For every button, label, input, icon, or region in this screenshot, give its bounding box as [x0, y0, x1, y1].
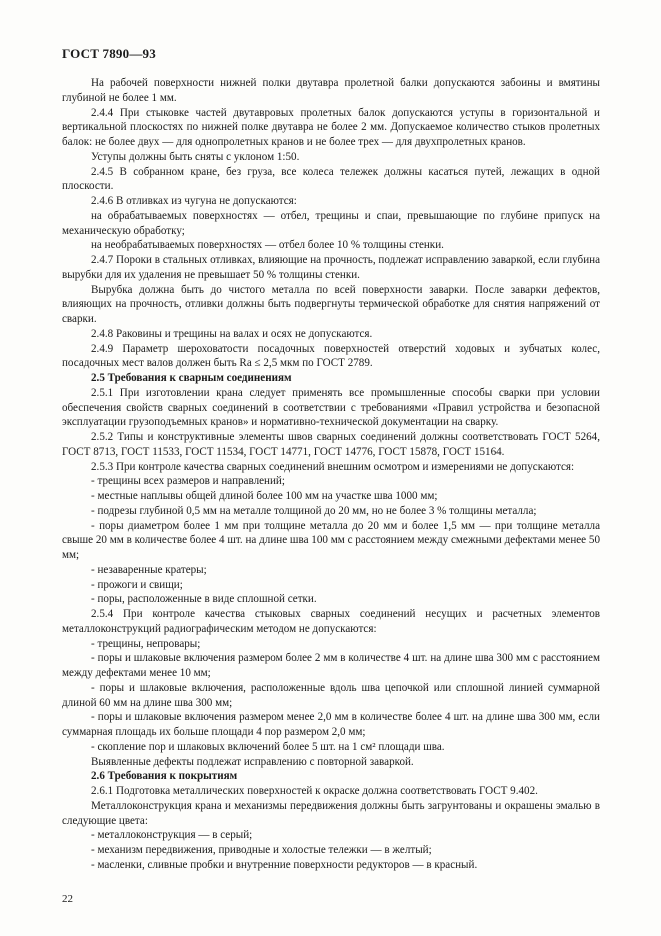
paragraph: 2.4.5 В собранном кране, без груза, все колеса тележек должны касаться путей, лежащих в одной плоскости.	[62, 165, 600, 193]
paragraph: 2.5.3 При контроле качества сварных соединений внешним осмотром и измерениями не допускаются:	[91, 460, 575, 473]
paragraph: - поры, расположенные в виде сплошной сетки.	[91, 593, 317, 606]
paragraph: Металлоконструкция крана и механизмы передвижения должны быть загрунтованы и окрашены эмалью в следующие цвета:	[62, 799, 600, 827]
document-body	[62, 76, 600, 873]
paragraph: 2.4.8 Раковины и трещины на валах и осях не допускаются.	[91, 327, 373, 340]
paragraph: 2.5.4 При контроле качества стыковых сварных соединений несущих и расчетных элементов металлоконструкций радиографическим методом не допускаются:	[62, 608, 600, 635]
section-heading: 2.6 Требования к покрытиям	[91, 770, 238, 783]
paragraph: - поры и шлаковые включения, расположенные вдоль шва цепочкой или сплошной линией суммарной длиной 60 мм на длине шва 300 мм;	[62, 681, 600, 709]
paragraph: - поры и шлаковые включения размером более 2 мм в количестве 4 шт. на длине шва 300 мм с расстоянием между дефектами менее 10 мм;	[62, 652, 600, 679]
paragraph: - трещины всех размеров и направлений;	[91, 475, 285, 488]
paragraph: - незаваренные кратеры;	[91, 563, 207, 576]
paragraph: - масленки, сливные пробки и внутренние поверхности редукторов — в красный.	[91, 858, 478, 871]
paragraph: 2.4.4 При стыковке частей двутавровых пролетных балок допускаются уступы в горизонтальной и вертикальной плоскостях по нижней полке двутавра не более 2 мм. Допускаемое количество стыков пролетных балок: не более двух — для однопролетных кранов и не более трех — для двухпролетных кранов.	[62, 106, 600, 148]
paragraph: Вырубка должна быть до чистого металла по всей поверхности заварки. После заварки дефектов, влияющих на прочность, отливки должны быть подвергнуты термической обработке для снятия напряжений от сварки.	[62, 283, 600, 325]
paragraph: 2.5.1 При изготовлении крана следует применять все промышленные способы сварки при условии обеспечения свойств сварных соединений в соответствии с требованиями «Правил устройства и безопасной эксплуатации грузоподъемных кранов» и нормативно-технической документации на сварку.	[62, 386, 600, 429]
paragraph: 2.4.6 В отливках из чугуна не допускаются:	[91, 195, 297, 207]
paragraph: - скопление пор и шлаковых включений более 5 шт. на 1 см² площади шва.	[91, 740, 445, 753]
paragraph: - поры и шлаковые включения размером менее 2,0 мм в количестве более 4 шт. на длине шва 300 мм, если суммарная площадь их больше площади 4 пор размером 2,0 мм;	[62, 711, 600, 738]
paragraph: 2.4.7 Пороки в стальных отливках, влияющие на прочность, подлежат исправлению заваркой, если глубина вырубки для их удаления не превышает 50 % толщины стенки.	[62, 254, 600, 281]
paragraph: 2.5.2 Типы и конструктивные элементы швов сварных соединений должны соответствовать ГОСТ 5264, ГОСТ 8713, ГОСТ 11533, ГОСТ 11534, ГОСТ 14771, ГОСТ 14776, ГОСТ 15878, ГОСТ 15164.	[62, 431, 600, 458]
page-number: 22	[62, 893, 73, 905]
paragraph: - поры диаметром более 1 мм при толщине металла до 20 мм и более 1,5 мм — при толщине металла свыше 20 мм в количестве более 4 шт. на длине шва 100 мм с расстоянием между смежными дефектами менее 50 мм;	[62, 519, 600, 561]
paragraph: на необрабатываемых поверхностях — отбел более 10 % толщины стенки.	[91, 239, 444, 252]
paragraph: - механизм передвижения, приводные и холостые тележки — в желтый;	[91, 844, 432, 856]
section-heading: 2.5 Требования к сварным соединениям	[91, 372, 292, 384]
paragraph: - местные наплывы общей длиной более 100 мм на участке шва 1000 мм;	[91, 490, 438, 502]
paragraph: 2.6.1 Подготовка металлических поверхностей к окраске должна соответствовать ГОСТ 9.402.	[91, 785, 538, 797]
paragraph: на обрабатываемых поверхностях — отбел, трещины и спаи, превышающие по глубине припуск на механическую обработку;	[62, 209, 600, 237]
paragraph: Уступы должны быть сняты с уклоном 1:50.	[91, 150, 300, 163]
paragraph: - прожоги и свищи;	[91, 578, 183, 591]
paragraph: Выявленные дефекты подлежат исправлению с повторной заваркой.	[91, 755, 414, 768]
paragraph: 2.4.9 Параметр шероховатости посадочных поверхностей отверстий ходовых и зубчатых колес, посадочных мест валов должен быть Ra ≤ 2,5 мкм по ГОСТ 2789.	[62, 342, 600, 370]
document-header: ГОСТ 7890—93	[62, 46, 156, 61]
paragraph: - трещины, непровары;	[91, 637, 201, 650]
paragraph: - подрезы глубиной 0,5 мм на металле толщиной до 20 мм, но не более 3 % толщины металла;	[91, 504, 537, 517]
paragraph: На рабочей поверхности нижней полки двутавра пролетной балки допускаются забоины и вмятины глубиной не более 1 мм.	[62, 77, 600, 104]
paragraph: - металлоконструкция — в серый;	[91, 829, 253, 842]
